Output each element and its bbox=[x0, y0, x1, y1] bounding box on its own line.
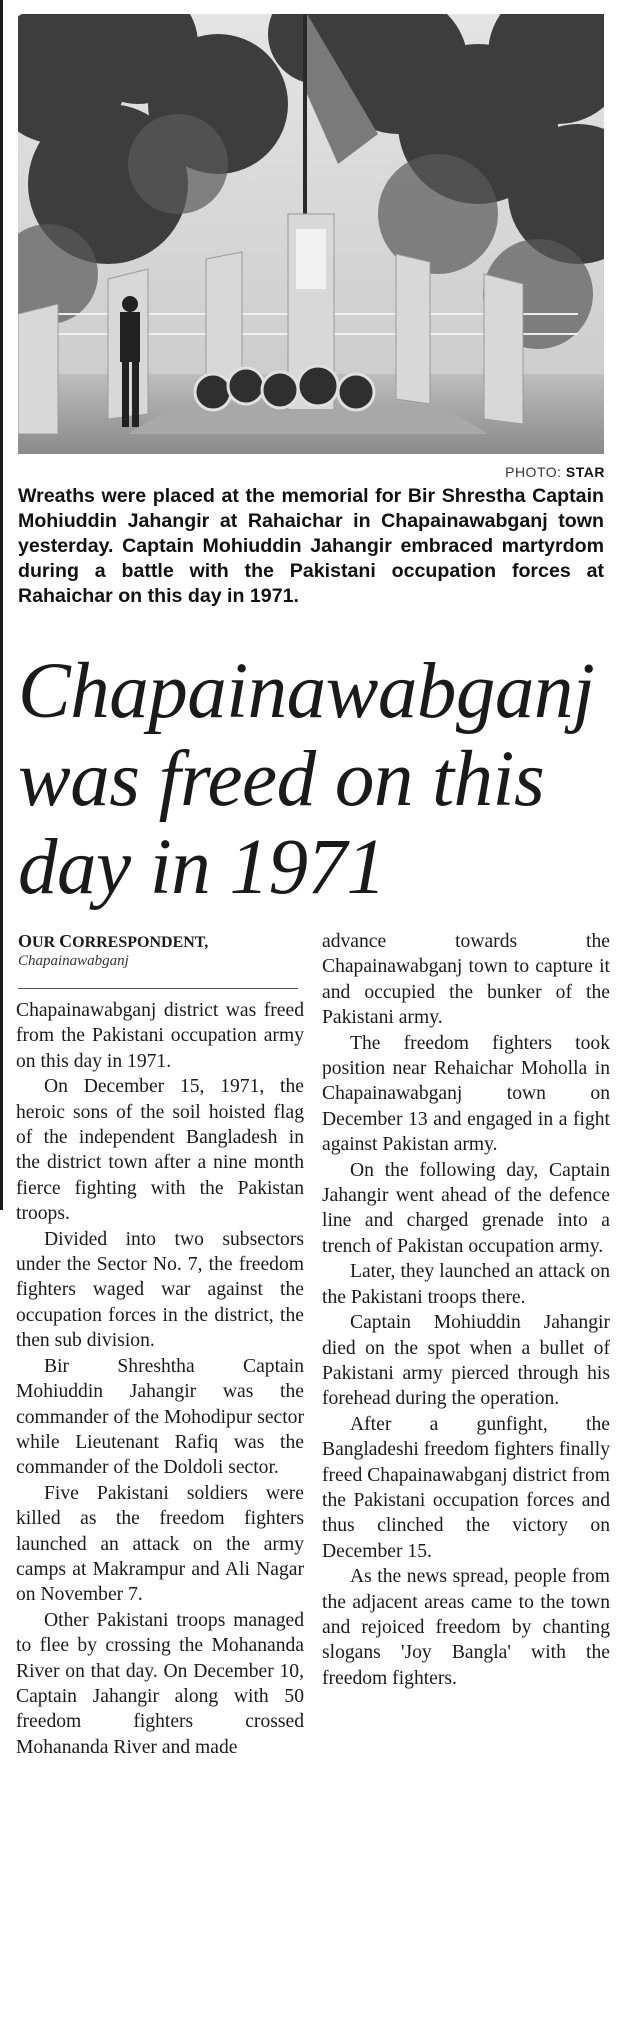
article-column-right bbox=[322, 929, 610, 1691]
article-paragraph: After a gunfight, the Bangladeshi freedom fighters finally freed Chapainawabganj district from the Pakistani occupation forces and thus clinched the victory on December 15. bbox=[322, 1413, 610, 1562]
byline-author bbox=[18, 931, 208, 952]
headline: Chapainawabganj was freed on this day in 1971 bbox=[18, 648, 595, 911]
byline-name-part-2: ORRESPONDENT, bbox=[72, 934, 209, 951]
article-paragraph: Later, they launched an attack on the Pakistani troops there. bbox=[322, 1261, 610, 1308]
byline-initial-c: C bbox=[59, 931, 73, 951]
article-paragraph: Bir Shreshtha Captain Mohiuddin Jahangir was the commander of the Mohodipur sector while Lieutenant Rafiq was the commander of the Doldoli sector. bbox=[16, 1355, 304, 1479]
article-paragraph: On December 15, 1971, the heroic sons of the soil hoisted flag of the independent Bangladesh in the district town after a nine month fierce fighting with the Pakistan troops. bbox=[16, 1076, 304, 1225]
byline-initial-o: O bbox=[18, 931, 33, 951]
photo-credit-label: PHOTO: bbox=[505, 464, 562, 480]
column-rule bbox=[0, 0, 3, 1210]
article-paragraph: On the following day, Captain Jahangir went ahead of the defence line and charged grenade into a trench of Pakistan occupation army. bbox=[322, 1159, 610, 1257]
article-paragraph: Divided into two subsectors under the Sector No. 7, the freedom fighters waged war against the occupation forces in the district, the then sub division. bbox=[16, 1228, 304, 1352]
byline-name-part-1: UR bbox=[32, 934, 60, 951]
article-paragraph: Other Pakistani troops managed to flee by crossing the Mohananda River on that day. On December 10, Captain Jahangir along with 50 freedom fighters crossed Mohananda River and made bbox=[16, 1609, 304, 1758]
article-paragraph: The freedom fighters took position near Rehaichar Moholla in Chapainawabganj town on December 13 and engaged in a fight against Pakistan army. bbox=[322, 1032, 610, 1156]
byline-divider bbox=[18, 988, 298, 989]
article-paragraph: As the news spread, people from the adjacent areas came to the town and rejoiced freedom by chanting slogans 'Joy Bangla' with the freedom fighters. bbox=[322, 1566, 610, 1689]
byline-location: Chapainawabganj bbox=[18, 953, 129, 969]
article-paragraph: Five Pakistani soldiers were killed as the freedom fighters launched an attack on the army camps at Makrampur and Ali Nagar on November 7. bbox=[16, 1482, 304, 1606]
memorial-photo bbox=[18, 14, 604, 454]
photo-credit-source: STAR bbox=[565, 464, 605, 480]
photo-caption: Wreaths were placed at the memorial for Bir Shrestha Captain Mohiuddin Jahangir at Rahaichar in Chapainawabganj town yesterday. Captain Mohiuddin Jahangir embraced martyrdom during a battle with the Pakistani occupation forces at Rahaichar on this day in 1971. bbox=[18, 485, 604, 607]
article-paragraph: advance towards the Chapainawabganj town to capture it and occupied the bunker of the Pakistani army. bbox=[322, 931, 610, 1029]
article-column-left bbox=[16, 998, 304, 1760]
photo-credit bbox=[505, 464, 605, 480]
article-paragraph: Captain Mohiuddin Jahangir died on the spot when a bullet of Pakistani army pierced through his forehead during the operation. bbox=[322, 1312, 610, 1410]
article-paragraph: Chapainawabganj district was freed from the Pakistani occupation army on this day in 1971. bbox=[16, 1000, 304, 1072]
